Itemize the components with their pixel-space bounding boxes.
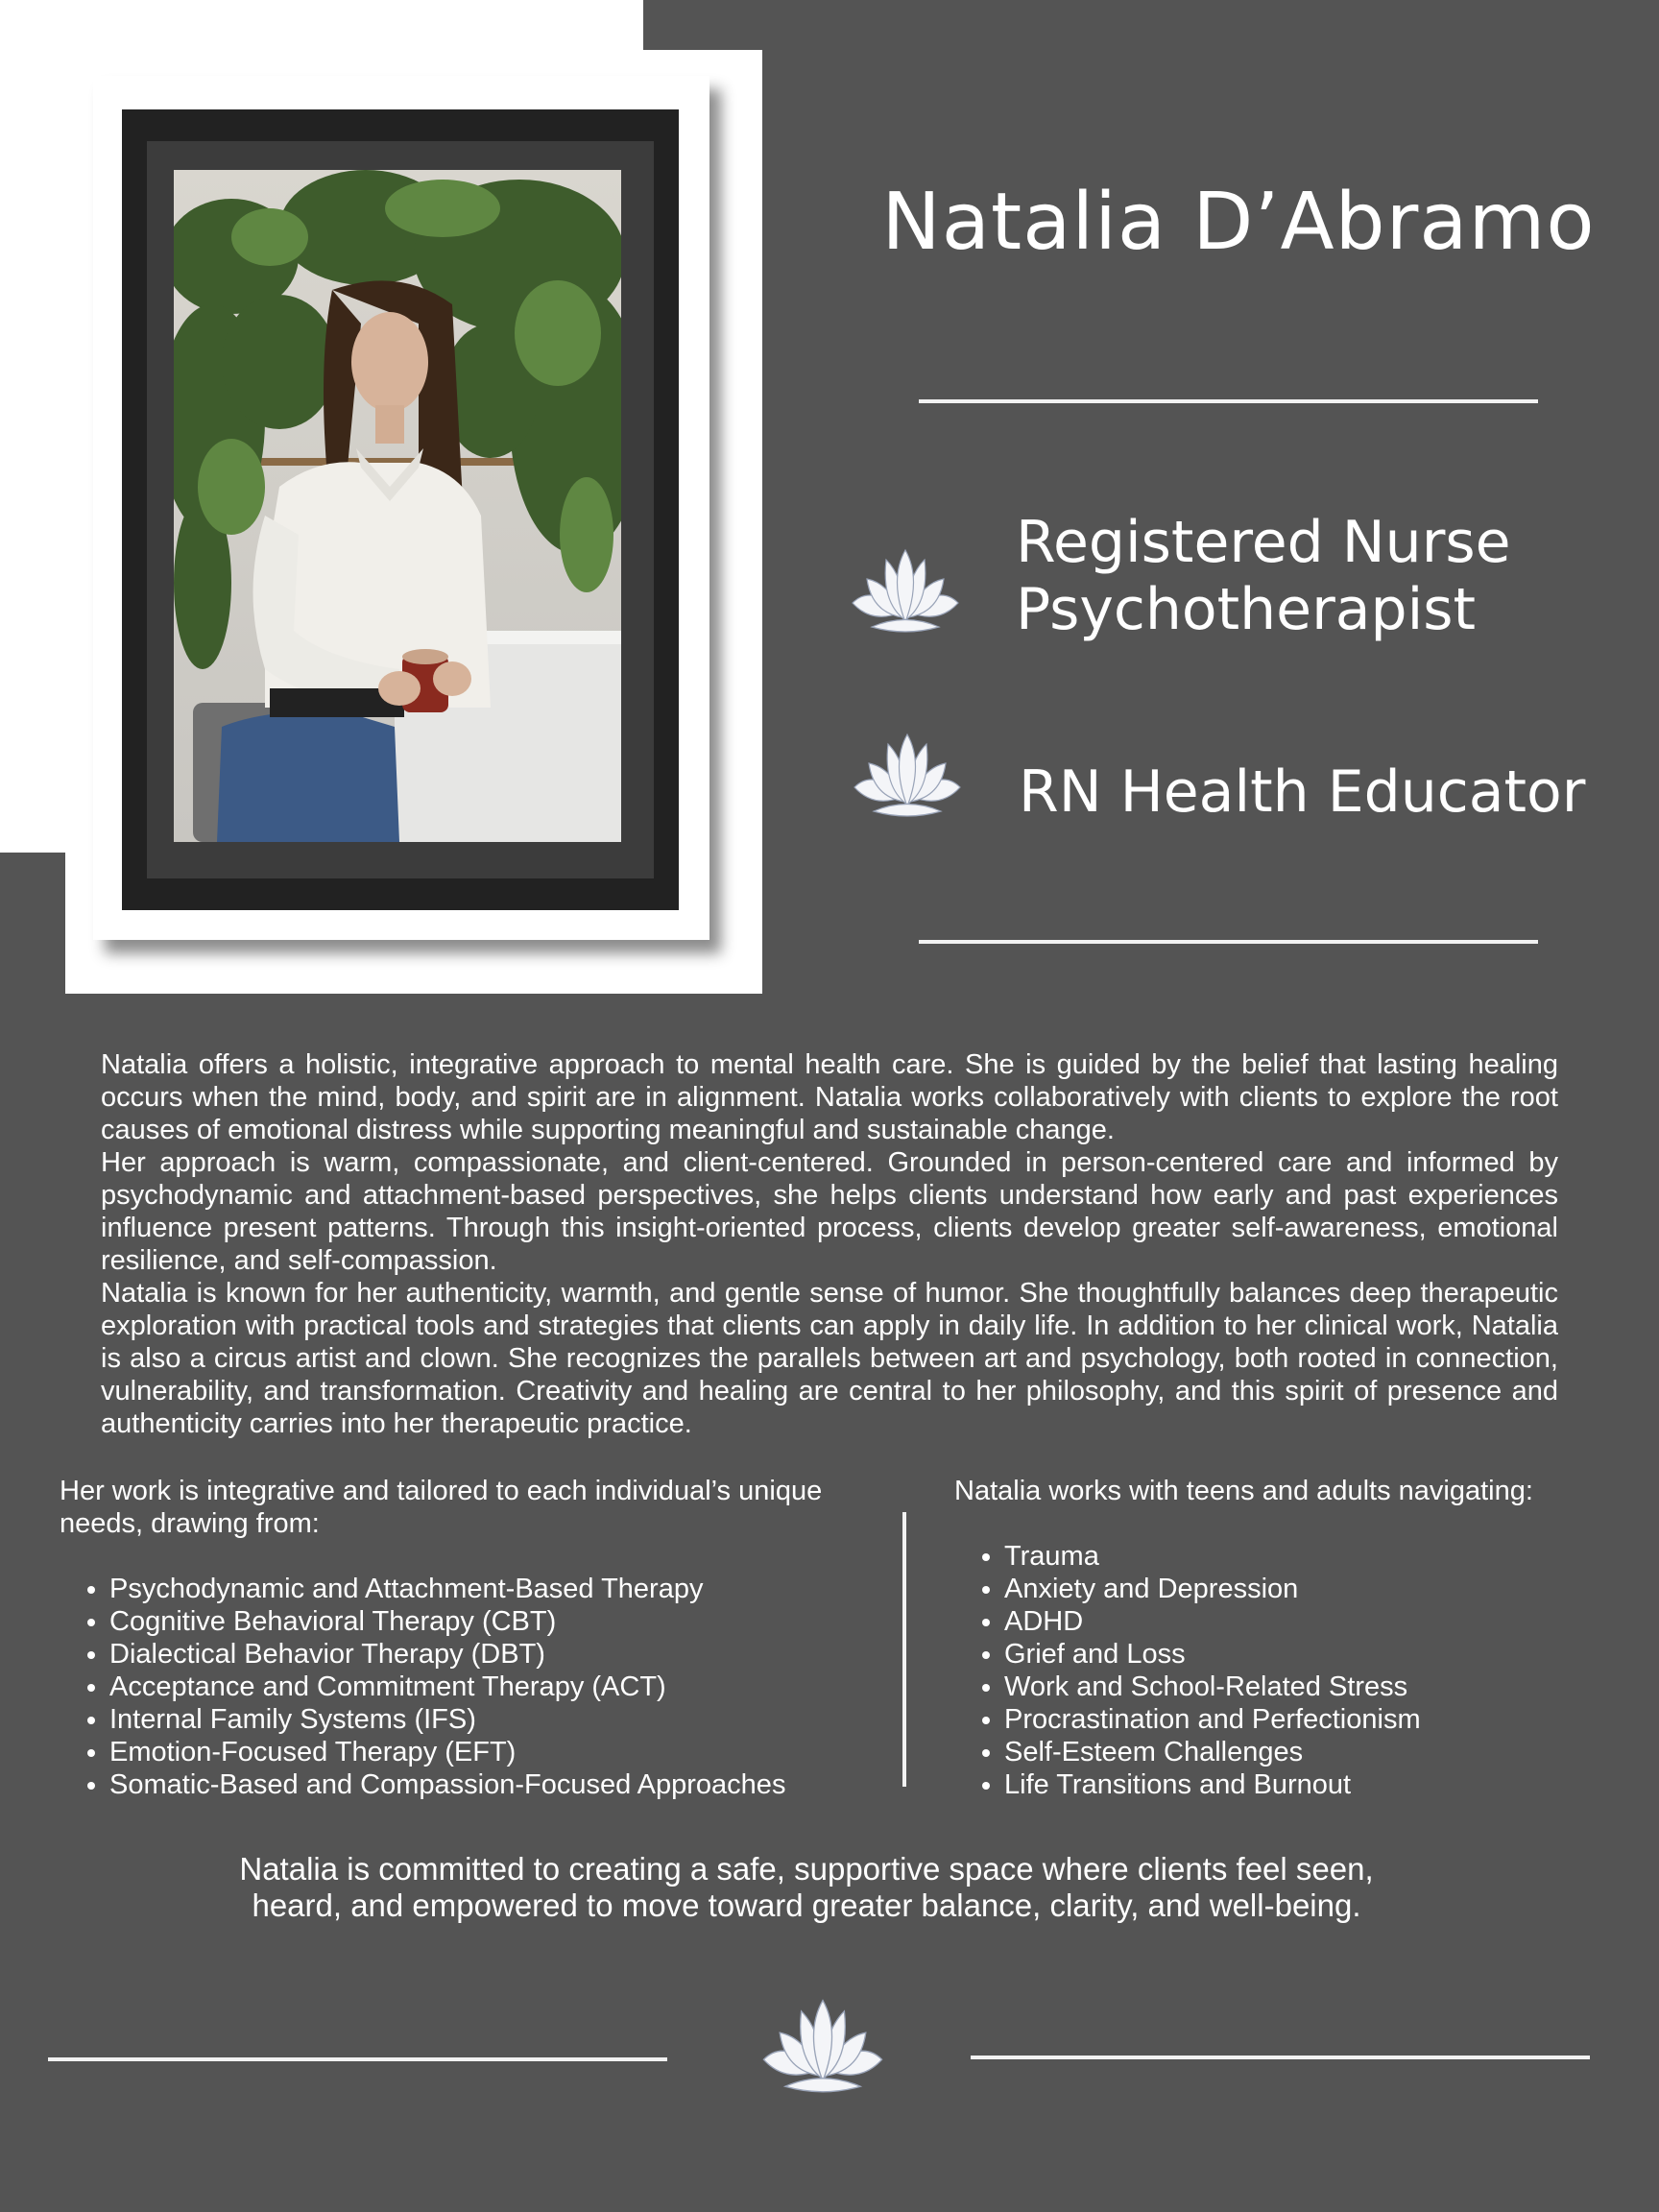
corner-accent-top — [0, 0, 643, 50]
credential-line: Psychotherapist — [1016, 576, 1477, 643]
photo-frame — [93, 76, 709, 940]
populations-list — [954, 1540, 1626, 1801]
list-item: • Self-Esteem Challenges — [1004, 1736, 1626, 1768]
populations-section — [954, 1475, 1626, 1801]
credential-rn-health-educator — [1019, 758, 1585, 826]
approaches-list — [60, 1573, 904, 1801]
list-item: • ADHD — [1004, 1605, 1626, 1638]
list-item: • Internal Family Systems (IFS) — [109, 1703, 904, 1736]
list-item: • Anxiety and Depression — [1004, 1573, 1626, 1605]
bio-paragraph: Natalia offers a holistic, integrative approach to mental health care. She is guided by the belief that lasting healing occurs when the mind, body, and spirit are in alignment. Natalia works collaboratively with clients to explore the root causes of emotional distress while supporting meaningful and sustainable change. — [101, 1049, 1558, 1145]
list-item: • Life Transitions and Burnout — [1004, 1768, 1626, 1801]
approaches-section — [60, 1475, 904, 1801]
bio-paragraph: Her approach is warm, compassionate, and client-centered. Grounded in person-centered care and informed by psychodynamic and attachment-based perspectives, she helps clients understand how early and past experiences influence present patterns. Through this insight-oriented process, clients develop greater self-awareness, emotional resilience, and self-compassion. — [101, 1147, 1558, 1276]
approaches-intro: Her work is integrative and tailored to each individual’s unique needs, drawing from: — [60, 1476, 823, 1539]
list-item: • Acceptance and Commitment Therapy (ACT) — [109, 1671, 904, 1703]
list-item: • Dialectical Behavior Therapy (DBT) — [109, 1638, 904, 1671]
portrait-photo — [174, 170, 621, 842]
photo-mat-outer — [122, 109, 679, 910]
divider-line — [919, 940, 1538, 944]
list-item: • Emotion-Focused Therapy (EFT) — [109, 1736, 904, 1768]
divider-line — [919, 399, 1538, 403]
list-item: • Work and School-Related Stress — [1004, 1671, 1626, 1703]
divider-line — [971, 2056, 1590, 2059]
credential-registered-nurse-psychotherapist — [1016, 509, 1511, 643]
corner-accent-left — [0, 0, 65, 853]
photo-mat-inner — [147, 141, 654, 878]
lotus-icon — [751, 1995, 895, 2103]
list-item: • Procrastination and Perfectionism — [1004, 1703, 1626, 1736]
bio-paragraph: Natalia is known for her authenticity, warmth, and gentle sense of humor. She thoughtfully balances deep therapeutic exploration with practical tools and strategies that clients can apply in daily life. In addition to her clinical work, Natalia is also a circus artist and clown. She recognizes the parallels between art and psychology, both rooted in connection, vulnerability, and transformation. Creativity and healing are central to her philosophy, and this spirit of presence and authenticity carries into her therapeutic practice. — [101, 1278, 1558, 1439]
credential-line: Registered Nurse — [1016, 509, 1511, 576]
bio-text — [101, 1048, 1558, 1440]
closing-line: heard, and empowered to move toward greater balance, clarity, and well-being. — [252, 1887, 1361, 1923]
populations-intro: Natalia works with teens and adults navigating: — [954, 1476, 1533, 1506]
list-item: • Cognitive Behavioral Therapy (CBT) — [109, 1605, 904, 1638]
list-item: • Grief and Loss — [1004, 1638, 1626, 1671]
credential-line: RN Health Educator — [1019, 758, 1586, 826]
page-title: Natalia D’Abramo — [881, 177, 1596, 268]
closing-line: Natalia is committed to creating a safe, supportive space where clients feel seen, — [239, 1851, 1374, 1887]
list-item: • Trauma — [1004, 1540, 1626, 1573]
column-divider — [902, 1512, 906, 1787]
lotus-icon — [845, 730, 970, 826]
list-item: • Psychodynamic and Attachment-Based Therapy — [109, 1573, 904, 1605]
divider-line — [48, 2057, 667, 2061]
lotus-icon — [843, 545, 968, 641]
list-item: • Somatic-Based and Compassion-Focused Approaches — [109, 1768, 904, 1801]
closing-statement — [96, 1851, 1517, 1924]
